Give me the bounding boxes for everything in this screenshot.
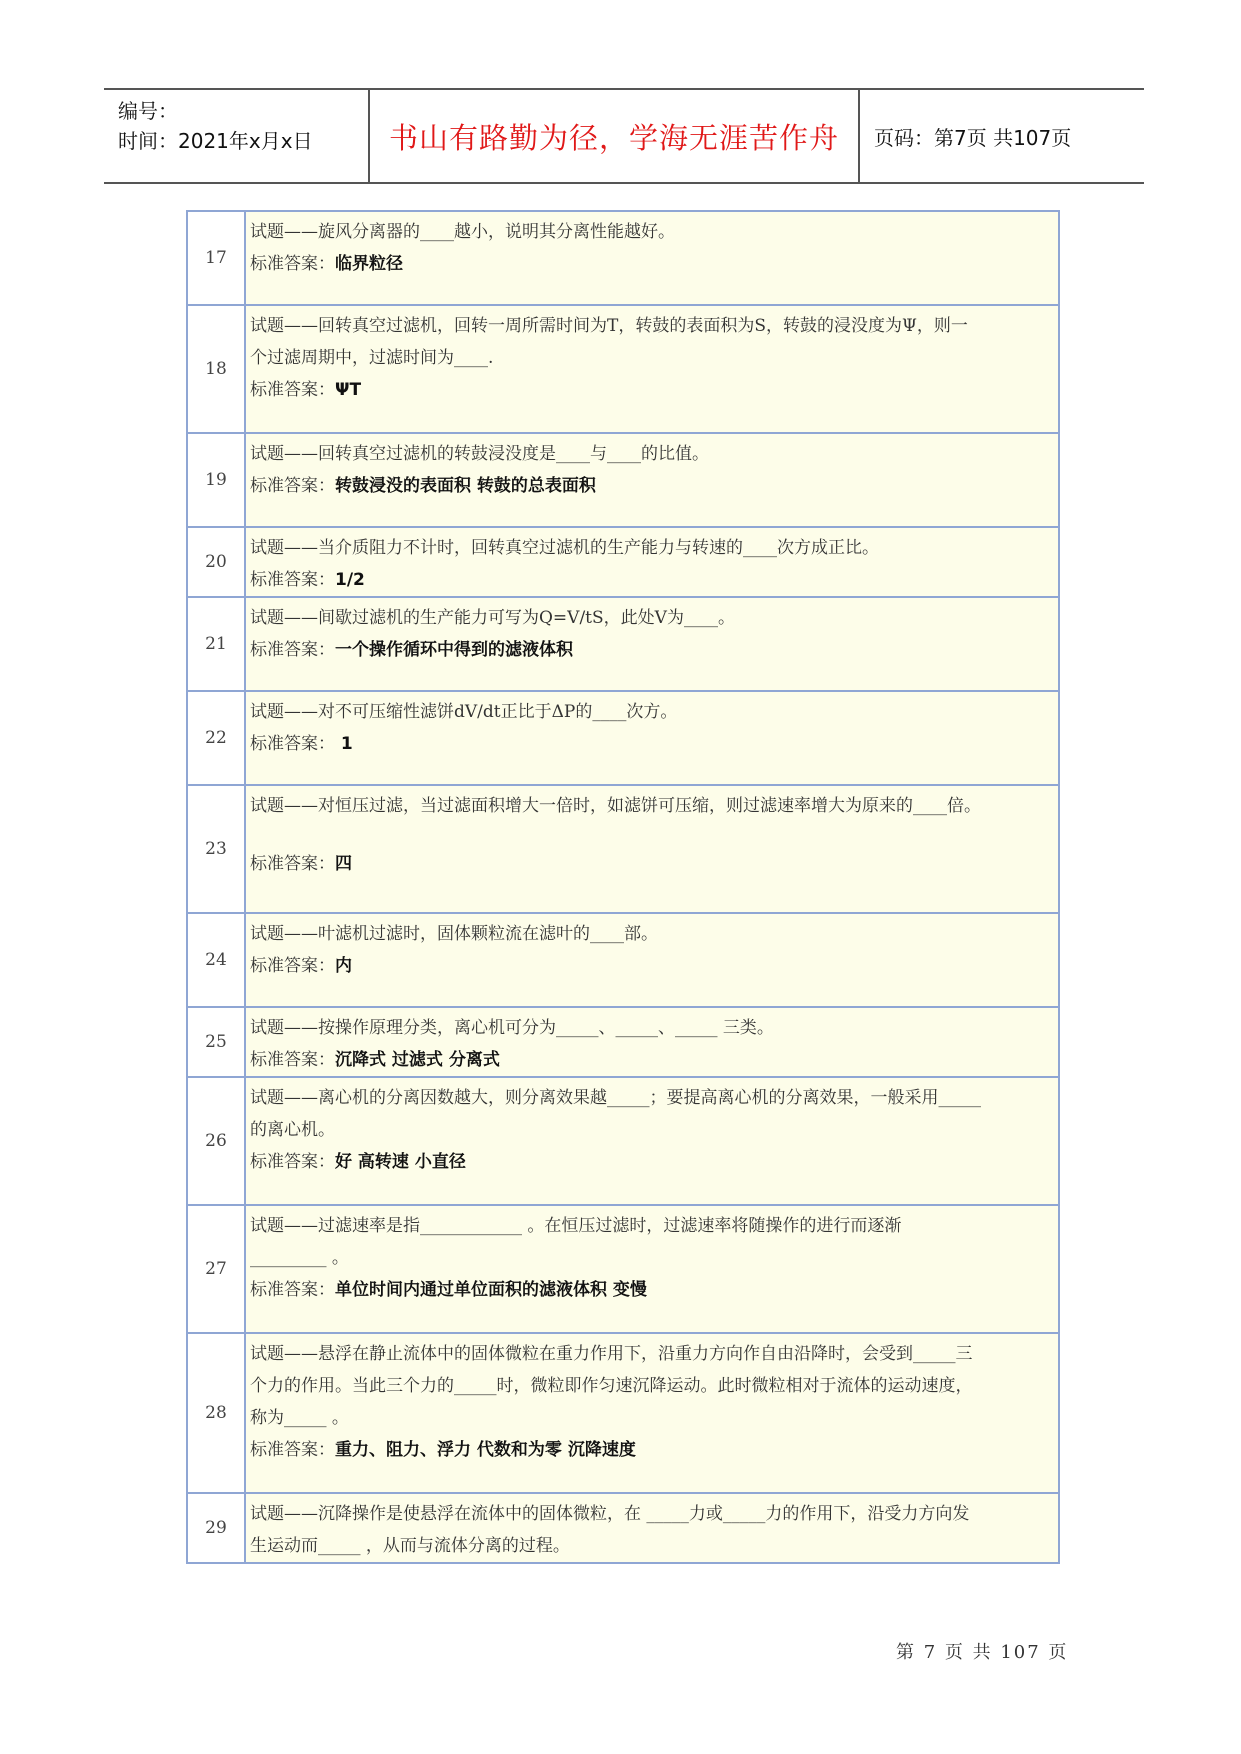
question-row — [187, 1007, 1059, 1077]
spacer — [250, 822, 1054, 848]
question-number: 22 — [187, 691, 245, 785]
question-number: 27 — [187, 1205, 245, 1333]
header-page-info: 页码：第7页 共107页 — [874, 125, 1072, 150]
question-text: 生运动而_____ ，从而与流体分离的过程。 — [250, 1536, 570, 1556]
answer-line — [250, 1274, 1054, 1306]
answer-value: 单位时间内通过单位面积的滤液体积 变慢 — [335, 1280, 647, 1300]
question-text: 个力的作用。当此三个力的_____时，微粒即作匀速沉降运动。此时微粒相对于流体的运动速度， — [250, 1376, 973, 1396]
question-row — [187, 597, 1059, 691]
question-row — [187, 785, 1059, 913]
answer-value: 一个操作循环中得到的滤液体积 — [335, 640, 573, 660]
question-body — [245, 1333, 1059, 1493]
answer-value: 四 — [335, 854, 352, 874]
question-body — [245, 597, 1059, 691]
question-text: 试题——悬浮在静止流体中的固体微粒在重力作用下，沿重力方向作自由沿降时，会受到_____三 — [250, 1344, 973, 1364]
document-number-label: 编号： — [118, 99, 178, 123]
answer-line — [250, 634, 1054, 666]
answer-value: 1 — [335, 734, 353, 754]
answer-line — [250, 470, 1054, 502]
question-number: 23 — [187, 785, 245, 913]
question-text: 的离心机。 — [250, 1120, 335, 1140]
question-row — [187, 305, 1059, 433]
question-row — [187, 691, 1059, 785]
question-body — [245, 1205, 1059, 1333]
answer-label: 标准答案： — [250, 254, 335, 274]
question-number: 28 — [187, 1333, 245, 1493]
question-body — [245, 527, 1059, 597]
question-number: 18 — [187, 305, 245, 433]
question-text: 试题——按操作原理分类，离心机可分为_____、_____、_____ 三类。 — [250, 1018, 774, 1038]
question-text: _________ 。 — [250, 1248, 349, 1268]
question-text: 试题——间歇过滤机的生产能力可写为Q=V/tS，此处V为____。 — [250, 608, 735, 628]
question-number: 17 — [187, 211, 245, 305]
answer-label: 标准答案： — [250, 854, 335, 874]
answer-label: 标准答案： — [250, 1440, 335, 1460]
question-text: 试题——旋风分离器的____越小，说明其分离性能越好。 — [250, 222, 675, 242]
question-table — [186, 210, 1060, 1564]
question-row — [187, 1493, 1059, 1563]
question-row — [187, 433, 1059, 527]
answer-value: 1/2 — [335, 570, 365, 590]
answer-line — [250, 1146, 1054, 1178]
answer-label: 标准答案： — [250, 1280, 335, 1300]
answer-line — [250, 248, 1054, 280]
document-time: 时间：2021年x月x日 — [118, 129, 313, 153]
question-row — [187, 913, 1059, 1007]
question-text: 个过滤周期中，过滤时间为____. — [250, 348, 494, 368]
question-number: 19 — [187, 433, 245, 527]
answer-label: 标准答案： — [250, 380, 335, 400]
answer-line — [250, 848, 1054, 880]
question-body — [245, 785, 1059, 913]
answer-value: 内 — [335, 956, 352, 976]
answer-label: 标准答案： — [250, 640, 335, 660]
page-footer: 第 7 页 共 107 页 — [896, 1642, 1069, 1663]
answer-value: 临界粒径 — [335, 254, 403, 274]
header-left-cell — [104, 90, 370, 182]
question-number: 25 — [187, 1007, 245, 1077]
answer-value: 沉降式 过滤式 分离式 — [335, 1050, 500, 1070]
answer-label: 标准答案： — [250, 570, 335, 590]
question-body — [245, 1077, 1059, 1205]
header-motto: 书山有路勤为径，学海无涯苦作舟 — [388, 120, 839, 155]
answer-label: 标准答案： — [250, 1050, 335, 1070]
answer-value: ΨT — [335, 380, 362, 400]
question-number: 26 — [187, 1077, 245, 1205]
question-body — [245, 691, 1059, 785]
question-text: 试题——回转真空过滤机的转鼓浸没度是____与____的比值。 — [250, 444, 709, 464]
question-row — [187, 1333, 1059, 1493]
question-body — [245, 913, 1059, 1007]
question-number: 21 — [187, 597, 245, 691]
answer-line — [250, 374, 1054, 406]
question-text: 试题——对恒压过滤，当过滤面积增大一倍时，如滤饼可压缩，则过滤速率增大为原来的____倍。 — [250, 796, 981, 816]
question-row — [187, 211, 1059, 305]
answer-label: 标准答案： — [250, 1152, 335, 1172]
answer-value: 重力、阻力、浮力 代数和为零 沉降速度 — [335, 1440, 636, 1460]
answer-label: 标准答案： — [250, 956, 335, 976]
question-body — [245, 211, 1059, 305]
question-number: 20 — [187, 527, 245, 597]
answer-line — [250, 1044, 1054, 1076]
answer-label: 标准答案： — [250, 734, 335, 754]
question-number: 24 — [187, 913, 245, 1007]
header-middle-cell — [370, 90, 860, 182]
question-body — [245, 1493, 1059, 1563]
question-row — [187, 1077, 1059, 1205]
question-body — [245, 305, 1059, 433]
question-body — [245, 1007, 1059, 1077]
question-text: 试题——过滤速率是指____________ 。在恒压过滤时，过滤速率将随操作的进行而逐渐 — [250, 1216, 902, 1236]
question-text: 试题——回转真空过滤机，回转一周所需时间为T，转鼓的表面积为S，转鼓的浸没度为Ψ，则一 — [250, 316, 968, 336]
answer-line — [250, 728, 1054, 760]
answer-line — [250, 564, 1054, 596]
question-row — [187, 1205, 1059, 1333]
question-text: 试题——叶滤机过滤时，固体颗粒流在滤叶的____部。 — [250, 924, 658, 944]
question-table-body — [187, 211, 1059, 1563]
question-text: 试题——当介质阻力不计时，回转真空过滤机的生产能力与转速的____次方成正比。 — [250, 538, 879, 558]
answer-line — [250, 1434, 1054, 1466]
answer-value: 转鼓浸没的表面积 转鼓的总表面积 — [335, 476, 596, 496]
answer-label: 标准答案： — [250, 476, 335, 496]
question-row — [187, 527, 1059, 597]
answer-value: 好 高转速 小直径 — [335, 1152, 466, 1172]
question-text: 试题——离心机的分离因数越大，则分离效果越_____；要提高离心机的分离效果，一般采用_____ — [250, 1088, 981, 1108]
question-text: 称为_____ 。 — [250, 1408, 349, 1428]
question-text: 试题——对不可压缩性滤饼dV/dt正比于ΔP的____次方。 — [250, 702, 678, 722]
question-text: 试题——沉降操作是使悬浮在流体中的固体微粒，在 _____力或_____力的作用下，沿受力方向发 — [250, 1504, 970, 1524]
question-number: 29 — [187, 1493, 245, 1563]
question-body — [245, 433, 1059, 527]
answer-line — [250, 950, 1054, 982]
page-header — [104, 88, 1144, 184]
header-right-cell — [860, 90, 1144, 182]
